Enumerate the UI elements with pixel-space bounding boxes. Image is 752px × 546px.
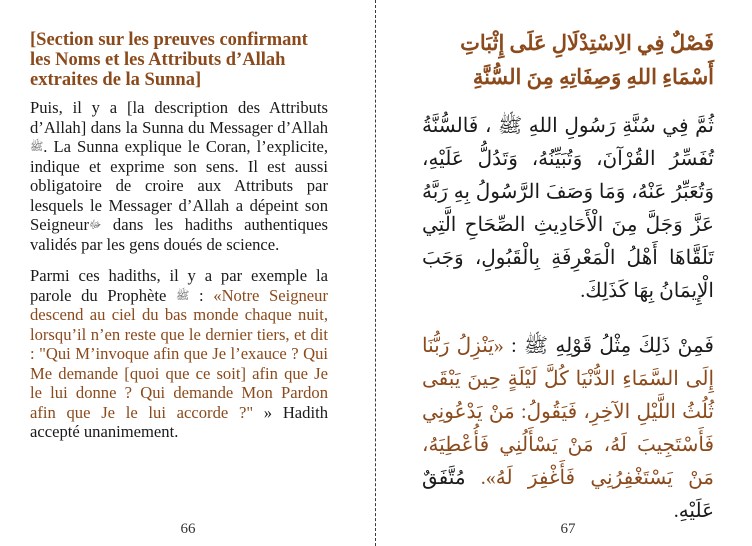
section-heading-french: [Section sur les preuves confirmant les Noms et les Attributs d’Allah extraites de la Sunna] <box>30 30 308 90</box>
hadith-quote-french: «Notre Seigneur descend au ciel du bas monde chaque nuit, lorsqu’il n’en reste que le dernier tiers, et dit : "Qui M’invoque afin que Je l’exauce ? Qui Me demande [quoi que ce soit] afin que Je le lui donne ? Qui demande Mon Pardon afin que Je le lui accorde ?" <box>30 285 328 422</box>
paragraph-text: Puis, il y a [la description des Attributs d’Allah] dans la Sunna du Messager d’Allah <box>30 98 328 137</box>
paragraph-arabic-sunna: ثُمَّ فِي سُنَّةِ رَسُولِ اللهِ ﷺ ، فَالسُّنَّةُ تُفَسِّرُ القُرْآنَ، وَتُبَيِّنُهُ، وَتَدُلُّ عَلَيْهِ، وَتُعَبِّرُ عَنْهُ، وَمَا وَصَفَ الرَّسُولُ بِهِ رَبَّهُ عَزَّ وَجَلَّ مِنَ الْأَحَادِيثِ الصِّحَاحِ الَّتِي تَلَقَّاهَا أَهْلُ الْمَعْرِفَةِ بِالْقَبُولِ، وَجَبَ الْإِيمَانُ بِهَا كَذَلِكَ. <box>422 115 714 302</box>
page-divider <box>375 0 376 546</box>
page-number-left: 66 <box>180 521 196 537</box>
page-number-right: 67 <box>560 521 576 537</box>
salutation-symbol: ﷺ <box>176 288 190 302</box>
paragraph-text: dans les hadiths authentiques validés par les gens doués de science. <box>30 215 328 254</box>
right-page <box>384 0 752 546</box>
salutation-symbol: ﷻ <box>89 218 102 231</box>
paragraph-text: Parmi ces hadiths, il y a par exemple la parole du Prophète <box>30 266 328 305</box>
section-heading-arabic: فَصْلٌ فِي الِاسْتِدْلَالِ عَلَى إِثْبَاتِ أَسْمَاءِ اللهِ وَصِفَاتِهِ مِنَ السُّنَّةِ <box>460 31 714 89</box>
salutation-symbol: ﷺ <box>30 140 44 153</box>
paragraph-sunna-description <box>30 98 328 254</box>
paragraph-arabic-hadith <box>422 330 714 528</box>
paragraph-text: مُتَّفَقٌ عَلَيْهِ. <box>422 467 714 522</box>
paragraph-text: فَمِنْ ذَلِكَ مِثْلُ قَوْلِهِ ﷺ : <box>503 335 714 357</box>
paragraph-text: . La Sunna explique le Coran, l’explicite, indique et exprime son sens. Il est aussi obligatoire de croire aux Attributs par lesquels le Messager d’Allah a dépeint son Seigneur <box>30 137 328 234</box>
hadith-quote-arabic: «يَنْزِلُ رَبُّنَا إِلَى السَّمَاءِ الدُّنْيَا كُلَّ لَيْلَةٍ حِينَ يَبْقَى ثُلُثُ اللَّيْلِ الآخِرِ، فَيَقُولُ: مَنْ يَدْعُونِي فَأَسْتَجِيبَ لَهُ، مَنْ يَسْأَلُنِي فَأُعْطِيَهُ، مَنْ يَسْتَغْفِرُنِي فَأَغْفِرَ لَهُ». <box>422 335 715 489</box>
paragraph-text: : <box>189 285 214 305</box>
paragraph-hadith-example <box>30 266 328 442</box>
paragraph-text: » Hadith accepté unanimement. <box>30 402 328 441</box>
